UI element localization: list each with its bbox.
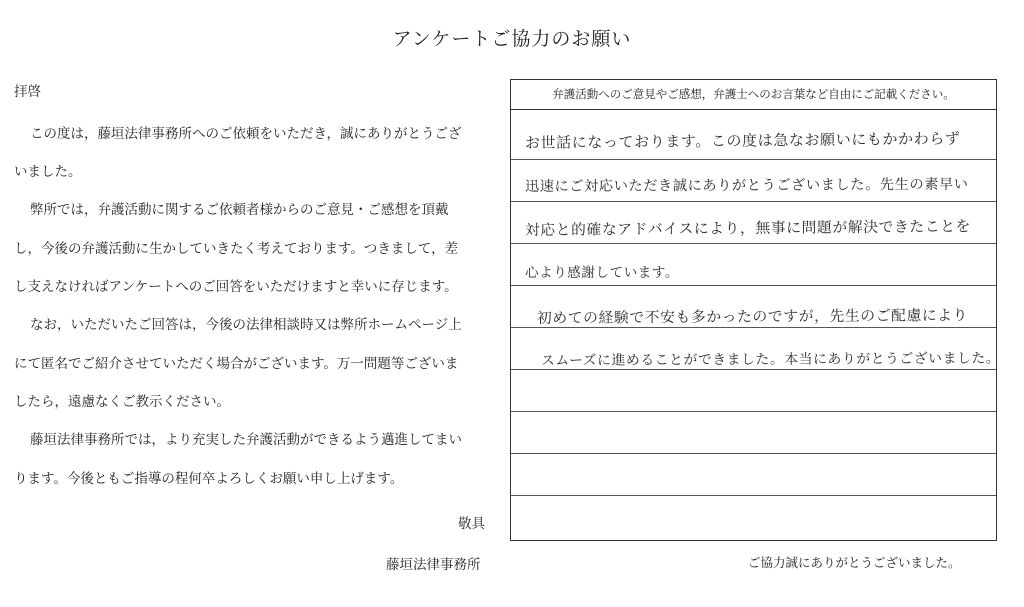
ruled-line [511,495,996,496]
handwritten-answer-line: 心より感謝しています。 [525,265,680,281]
letter-line: にて匿名でご紹介させていただく場合がございます。万一問題等ございま [14,356,459,372]
letter-line: 弊所では，弁護活動に関するご依頼者様からのご意見・ご感想を頂戴 [30,202,449,218]
survey-footer: ご協力誠にありがとうございました。 [748,555,961,570]
letter-line: この度は，藤垣法律事務所へのご依頼をいただき，誠にありがとうござ [30,126,462,142]
ruled-line [511,201,996,202]
ruled-line [511,411,996,412]
survey-header: 弁護活動へのご意見やご感想，弁護士へのお言葉など自由にご記載ください。 [511,80,996,110]
letter-line: ります。今後ともご指導の程何卒よろしくお願い申し上げます。 [14,471,404,487]
firm-signature: 藤垣法律事務所 [386,557,481,573]
letter-line: 藤垣法律事務所では，より充実した弁護活動ができるよう邁進してまい [30,432,462,448]
letter-line: し支えなければアンケートへのご回答をいただけますと幸いに存じます。 [14,279,458,295]
ruled-line [511,369,996,370]
page-title: アンケートご協力のお願い [392,28,632,50]
ruled-line [511,285,996,286]
letter-line: したら，遠慮なくご教示ください。 [14,394,230,410]
ruled-line [511,159,996,160]
survey-form [510,79,1001,541]
handwritten-answer-line: お世話になっております。この度は急なお願いにもかかわらず [524,129,961,153]
handwritten-answer-line: 対応と的確なアドバイスにより，無事に問題が解決できたことを [524,218,972,240]
ruled-line [511,243,996,244]
letter-line: なお，いただいたご回答は，今後の法律相談時又は弊所ホームページ上 [30,317,462,333]
closing-remark: 敬具 [458,516,485,532]
ruled-line [511,453,996,454]
letter-line: し，今後の弁護活動に生かしていきたく考えております。つきまして，差 [14,241,459,257]
salutation: 拝啓 [14,84,41,100]
letter-line: いました。 [14,164,82,180]
handwritten-answer-line: 迅速にご対応いただき誠にありがとうございました。先生の素早い [524,176,969,196]
handwritten-answer-line: 初めての経験で不安も多かったのですが，先生のご配慮により [536,306,969,328]
handwritten-answer-line: スムーズに進めることができました。本当にありがとうございました。 [540,350,1001,369]
